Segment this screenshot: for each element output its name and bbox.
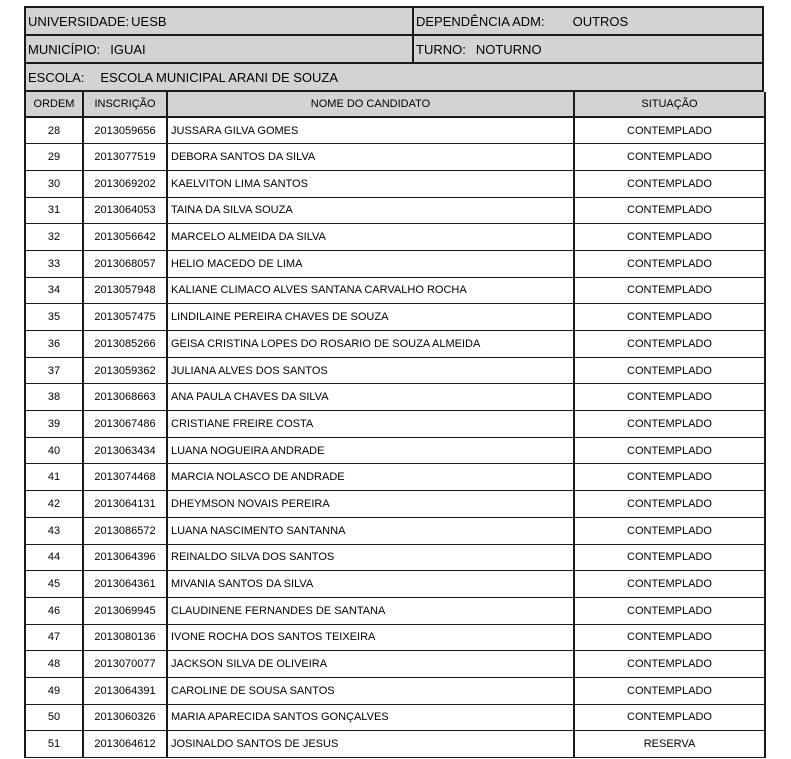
- cell-situacao: CONTEMPLADO: [574, 624, 765, 651]
- cell-ordem: 50: [25, 704, 83, 731]
- cell-inscricao: 2013085266: [83, 331, 167, 358]
- cell-inscricao: 2013057948: [83, 277, 167, 304]
- cell-inscricao: 2013063434: [83, 437, 167, 464]
- escola-label: ESCOLA:: [28, 69, 85, 85]
- municipio-value: IGUAI: [110, 41, 146, 57]
- cell-inscricao: 2013070077: [83, 651, 167, 678]
- cell-nome: LUANA NOGUEIRA ANDRADE: [167, 437, 574, 464]
- cell-ordem: 38: [25, 384, 83, 411]
- cell-nome: HELIO MACEDO DE LIMA: [167, 250, 574, 277]
- table-row: [25, 597, 765, 624]
- table-row: [25, 384, 765, 411]
- cell-nome: JUSSARA GILVA GOMES: [167, 117, 574, 144]
- cell-inscricao: 2013067486: [83, 411, 167, 438]
- cell-nome: KAELVITON LIMA SANTOS: [167, 170, 574, 197]
- cell-inscricao: 2013068663: [83, 384, 167, 411]
- cell-ordem: 29: [25, 144, 83, 171]
- cell-situacao: CONTEMPLADO: [574, 437, 765, 464]
- cell-inscricao: 2013077519: [83, 144, 167, 171]
- cell-ordem: 44: [25, 544, 83, 571]
- cell-situacao: CONTEMPLADO: [574, 170, 765, 197]
- cell-ordem: 51: [25, 731, 83, 758]
- cell-inscricao: 2013064361: [83, 571, 167, 598]
- cell-ordem: 30: [25, 170, 83, 197]
- cell-inscricao: 2013069945: [83, 597, 167, 624]
- universidade-label: UNIVERSIDADE:: [28, 13, 130, 29]
- cell-inscricao: 2013059656: [83, 117, 167, 144]
- cell-ordem: 28: [25, 117, 83, 144]
- table-row: [25, 144, 765, 171]
- cell-nome: MIVANIA SANTOS DA SILVA: [167, 571, 574, 598]
- table-row: [25, 197, 765, 224]
- results-sheet: [24, 6, 764, 758]
- cell-ordem: 46: [25, 597, 83, 624]
- cell-situacao: CONTEMPLADO: [574, 117, 765, 144]
- column-header-situacao: SITUAÇÃO: [574, 92, 765, 117]
- cell-nome: DHEYMSON NOVAIS PEREIRA: [167, 491, 574, 518]
- table-row: [25, 624, 765, 651]
- cell-nome: REINALDO SILVA DOS SANTOS: [167, 544, 574, 571]
- cell-nome: KALIANE CLIMACO ALVES SANTANA CARVALHO ROCHA: [167, 277, 574, 304]
- header-row-university: [24, 6, 764, 34]
- table-row: [25, 304, 765, 331]
- cell-ordem: 32: [25, 224, 83, 251]
- cell-ordem: 45: [25, 571, 83, 598]
- table-row: [25, 357, 765, 384]
- cell-nome: GEISA CRISTINA LOPES DO ROSARIO DE SOUZA ALMEIDA: [167, 331, 574, 358]
- cell-ordem: 39: [25, 411, 83, 438]
- header-row-escola: [24, 62, 764, 92]
- cell-nome: JULIANA ALVES DOS SANTOS: [167, 357, 574, 384]
- cell-ordem: 31: [25, 197, 83, 224]
- cell-situacao: CONTEMPLADO: [574, 464, 765, 491]
- cell-situacao: CONTEMPLADO: [574, 704, 765, 731]
- table-header-row: [25, 92, 765, 117]
- cell-situacao: CONTEMPLADO: [574, 597, 765, 624]
- escola-value: ESCOLA MUNICIPAL ARANI DE SOUZA: [100, 69, 339, 85]
- cell-ordem: 36: [25, 331, 83, 358]
- cell-nome: MARCELO ALMEIDA DA SILVA: [167, 224, 574, 251]
- cell-situacao: CONTEMPLADO: [574, 517, 765, 544]
- table-row: [25, 277, 765, 304]
- column-header-inscricao: INSCRIÇÃO: [83, 92, 167, 117]
- cell-situacao: CONTEMPLADO: [574, 651, 765, 678]
- header-row-municipio: [24, 34, 764, 62]
- cell-inscricao: 2013068057: [83, 250, 167, 277]
- turno-label: TURNO:: [416, 41, 466, 57]
- cell-inscricao: 2013056642: [83, 224, 167, 251]
- cell-situacao: CONTEMPLADO: [574, 384, 765, 411]
- cell-nome: CLAUDINENE FERNANDES DE SANTANA: [167, 597, 574, 624]
- table-row: [25, 411, 765, 438]
- cell-situacao: CONTEMPLADO: [574, 411, 765, 438]
- cell-situacao: CONTEMPLADO: [574, 277, 765, 304]
- cell-ordem: 49: [25, 677, 83, 704]
- table-row: [25, 704, 765, 731]
- cell-nome: CRISTIANE FREIRE COSTA: [167, 411, 574, 438]
- cell-inscricao: 2013086572: [83, 517, 167, 544]
- municipio-label: MUNICÍPIO:: [28, 41, 101, 57]
- cell-ordem: 43: [25, 517, 83, 544]
- table-row: [25, 651, 765, 678]
- cell-nome: LUANA NASCIMENTO SANTANNA: [167, 517, 574, 544]
- cell-situacao: CONTEMPLADO: [574, 544, 765, 571]
- turno-cell: [414, 36, 762, 62]
- cell-inscricao: 2013064391: [83, 677, 167, 704]
- cell-inscricao: 2013059362: [83, 357, 167, 384]
- cell-ordem: 48: [25, 651, 83, 678]
- cell-situacao: CONTEMPLADO: [574, 491, 765, 518]
- table-row: [25, 250, 765, 277]
- table-row: [25, 571, 765, 598]
- universidade-cell: [26, 8, 414, 34]
- cell-inscricao: 2013064396: [83, 544, 167, 571]
- table-row: [25, 331, 765, 358]
- cell-nome: LINDILAINE PEREIRA CHAVES DE SOUZA: [167, 304, 574, 331]
- cell-situacao: CONTEMPLADO: [574, 224, 765, 251]
- cell-situacao: CONTEMPLADO: [574, 144, 765, 171]
- table-row: [25, 437, 765, 464]
- table-row: [25, 224, 765, 251]
- table-row: [25, 731, 765, 758]
- turno-value: NOTURNO: [475, 41, 542, 57]
- cell-inscricao: 2013064612: [83, 731, 167, 758]
- cell-situacao: CONTEMPLADO: [574, 331, 765, 358]
- table-row: [25, 677, 765, 704]
- cell-nome: ANA PAULA CHAVES DA SILVA: [167, 384, 574, 411]
- cell-situacao: CONTEMPLADO: [574, 571, 765, 598]
- cell-situacao: CONTEMPLADO: [574, 197, 765, 224]
- table-row: [25, 517, 765, 544]
- cell-ordem: 33: [25, 250, 83, 277]
- dependencia-cell: [414, 8, 762, 34]
- cell-situacao: CONTEMPLADO: [574, 677, 765, 704]
- cell-inscricao: 2013069202: [83, 170, 167, 197]
- cell-nome: MARCIA NOLASCO DE ANDRADE: [167, 464, 574, 491]
- cell-nome: MARIA APARECIDA SANTOS GONÇALVES: [167, 704, 574, 731]
- cell-inscricao: 2013080136: [83, 624, 167, 651]
- table-row: [25, 544, 765, 571]
- cell-inscricao: 2013057475: [83, 304, 167, 331]
- cell-ordem: 47: [25, 624, 83, 651]
- cell-nome: IVONE ROCHA DOS SANTOS TEIXEIRA: [167, 624, 574, 651]
- table-row: [25, 117, 765, 144]
- municipio-cell: [26, 36, 414, 62]
- cell-inscricao: 2013064053: [83, 197, 167, 224]
- dependencia-value: OUTROS: [572, 13, 629, 29]
- cell-inscricao: 2013074468: [83, 464, 167, 491]
- cell-ordem: 42: [25, 491, 83, 518]
- cell-situacao: CONTEMPLADO: [574, 357, 765, 384]
- cell-situacao: CONTEMPLADO: [574, 304, 765, 331]
- cell-situacao: RESERVA: [574, 731, 765, 758]
- cell-situacao: CONTEMPLADO: [574, 250, 765, 277]
- cell-ordem: 34: [25, 277, 83, 304]
- cell-nome: JOSINALDO SANTOS DE JESUS: [167, 731, 574, 758]
- cell-ordem: 40: [25, 437, 83, 464]
- cell-nome: TAINA DA SILVA SOUZA: [167, 197, 574, 224]
- escola-cell: [26, 64, 762, 90]
- cell-nome: CAROLINE DE SOUSA SANTOS: [167, 677, 574, 704]
- cell-ordem: 41: [25, 464, 83, 491]
- table-row: [25, 491, 765, 518]
- cell-ordem: 35: [25, 304, 83, 331]
- dependencia-label: DEPENDÊNCIA ADM:: [416, 13, 545, 29]
- cell-nome: JACKSON SILVA DE OLIVEIRA: [167, 651, 574, 678]
- universidade-value: UESB: [131, 13, 167, 29]
- cell-inscricao: 2013064131: [83, 491, 167, 518]
- column-header-nome: NOME DO CANDIDATO: [167, 92, 574, 117]
- candidates-table: [24, 92, 766, 758]
- cell-nome: DEBORA SANTOS DA SILVA: [167, 144, 574, 171]
- cell-ordem: 37: [25, 357, 83, 384]
- table-row: [25, 464, 765, 491]
- table-row: [25, 170, 765, 197]
- column-header-ordem: ORDEM: [25, 92, 83, 117]
- cell-inscricao: 2013060326: [83, 704, 167, 731]
